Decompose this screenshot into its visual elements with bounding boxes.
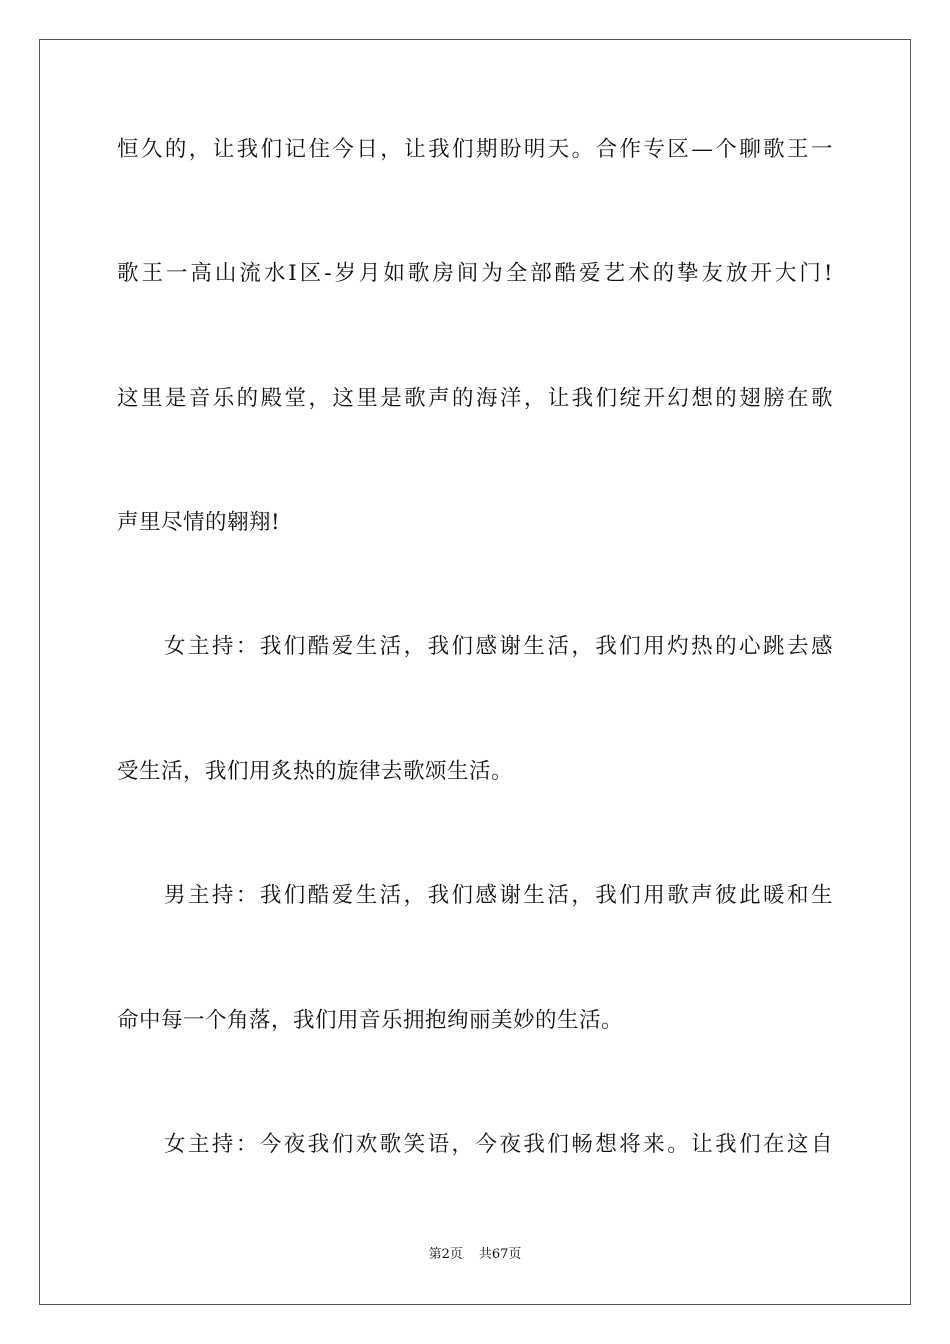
text-line: 命中每一个角落，我们用音乐拥抱绚丽美妙的生活。 [117,1008,624,1033]
text-line: 这里是音乐的殿堂，这里是歌声的海洋，让我们绽开幻想的翅膀在歌 [117,386,833,411]
text-line: 恒久的，让我们记住今日，让我们期盼明天。合作专区—个聊歌王一 [117,137,833,162]
page-total: 共67页 [478,1247,522,1262]
text-line: 歌王一高山流水Ⅰ区-岁月如歌房间为全部酷爱艺术的挚友放开大门! [117,261,833,286]
page-footer [0,1247,950,1263]
text-line: 女主持：我们酷爱生活，我们感谢生活，我们用灼热的心跳去感 [164,634,833,659]
page-number: 第2页 [428,1247,463,1262]
page-border [39,39,911,1305]
text-line: 受生活，我们用炙热的旋律去歌颂生活。 [117,759,514,784]
text-line: 声里尽情的翱翔! [117,510,281,535]
text-line: 女主持：今夜我们欢歌笑语，今夜我们畅想将来。让我们在这自 [164,1132,833,1157]
text-line: 男主持：我们酷爱生活，我们感谢生活，我们用歌声彼此暖和生 [164,883,833,908]
